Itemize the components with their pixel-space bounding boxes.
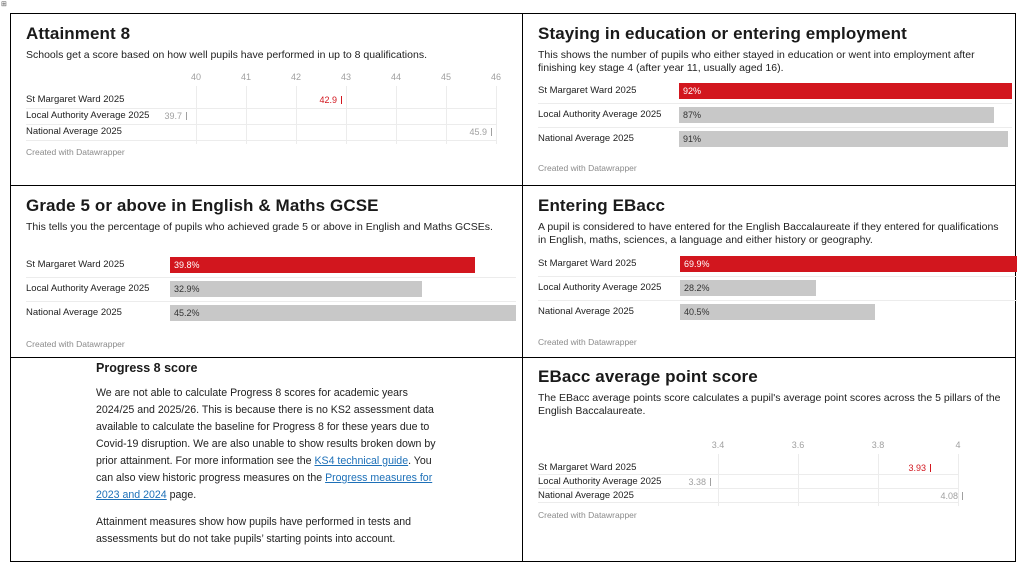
bar-value-label: 28.2% [684, 283, 710, 293]
grid-line [26, 124, 496, 125]
progress8-text: We are not able to calculate Progress 8 scores for academic years 2024/25 and 2025/26. This is because there is no KS2 assessment data available to calculate the baseline for Progress 8 for these years due to Covid-19 disruption. We are also unable to show results broken down by prior attainment. For more information see the [96, 387, 436, 467]
row-label: Local Authority Average 2025 [26, 110, 150, 121]
bar-category-label: National Average 2025 [538, 133, 634, 144]
row-separator [538, 127, 1012, 128]
axis-tick-label: 41 [240, 72, 251, 82]
bar-category-label: St Margaret Ward 2025 [26, 259, 125, 270]
progress-measures-link[interactable]: Progress measures for 2023 and 2024 [96, 472, 433, 501]
row-separator [538, 300, 1017, 301]
progress8-text: . You can also view historic progress measures on the [96, 455, 432, 484]
progress8-note: Attainment measures show how pupils have performed in tests and assessments but do not take pupils’ starting points into account. [96, 516, 412, 545]
grid-line [26, 140, 496, 141]
bar [170, 281, 422, 297]
bar [679, 107, 994, 123]
staying-description: This shows the number of pupils who either stayed in education or went into employment after finishing key stage 4 (after year 11, usually aged 16). [538, 49, 975, 74]
bar [679, 83, 1012, 99]
grid-line [798, 454, 799, 506]
move-handle-icon[interactable]: ⊞ [1, 1, 7, 8]
grid-line [196, 86, 197, 144]
axis-tick-label: 3.6 [791, 440, 805, 450]
grid-line [496, 86, 497, 144]
axis-tick-label: 4 [955, 440, 961, 450]
bar-value-label: 87% [683, 110, 702, 120]
bar-category-label: Local Authority Average 2025 [26, 283, 150, 294]
data-label: 3.38 [688, 477, 706, 487]
staying-chart [538, 83, 1013, 155]
attainment8-description: Schools get a score based on how well pupils have performed in up to 8 qualifications. [26, 49, 427, 61]
data-point-mark [962, 492, 963, 500]
attainment8-panel [11, 14, 522, 185]
staying-title: Staying in education or entering employment [538, 24, 907, 43]
grid-line [878, 454, 879, 506]
ebaccaps-credit: Created with Datawrapper [538, 510, 637, 520]
bar-value-label: 39.8% [174, 260, 200, 270]
bar-value-label: 40.5% [684, 307, 710, 317]
attainment8-credit: Created with Datawrapper [26, 147, 125, 157]
data-point-mark [186, 112, 187, 120]
axis-tick-label: 46 [490, 72, 501, 82]
axis-tick-label: 3.8 [871, 440, 885, 450]
report-sheet [10, 13, 1016, 562]
grid-line [958, 454, 959, 506]
row-label: St Margaret Ward 2025 [26, 94, 125, 105]
data-label: 4.08 [940, 491, 958, 501]
grade5-chart [26, 257, 506, 329]
bar-value-label: 69.9% [684, 259, 710, 269]
bar [170, 305, 516, 321]
bar-value-label: 92% [683, 86, 702, 96]
ebaccaps-chart [538, 440, 998, 501]
bar-category-label: National Average 2025 [538, 306, 634, 317]
grade5-title: Grade 5 or above in English & Maths GCSE [26, 196, 379, 215]
axis-tick-label: 43 [340, 72, 351, 82]
grid-line [538, 488, 958, 489]
ebacc-panel [523, 186, 1017, 357]
staying-panel [523, 14, 1017, 185]
staying-credit: Created with Datawrapper [538, 163, 637, 173]
row-label: St Margaret Ward 2025 [538, 462, 637, 473]
attainment8-chart [26, 72, 506, 137]
data-point-mark [491, 128, 492, 136]
axis-tick-label: 44 [390, 72, 401, 82]
ks4-technical-guide-link[interactable]: KS4 technical guide [314, 455, 409, 467]
data-label: 42.9 [319, 95, 337, 105]
bar-category-label: Local Authority Average 2025 [538, 109, 662, 120]
bar-value-label: 32.9% [174, 284, 200, 294]
data-point-mark [341, 96, 342, 104]
grade5-panel [11, 186, 522, 357]
ebaccaps-title: EBacc average point score [538, 367, 758, 386]
grid-line [246, 86, 247, 144]
bar [679, 131, 1008, 147]
grid-line [346, 86, 347, 144]
row-separator [538, 276, 1017, 277]
bar [680, 256, 1017, 272]
bar-category-label: St Margaret Ward 2025 [538, 258, 637, 269]
grid-line [296, 86, 297, 144]
ebaccaps-description: The EBacc average points score calculates a pupil's average point scores across the 5 pillars of the English Baccalaureate. [538, 392, 1001, 417]
ebaccaps-panel [523, 358, 1017, 563]
ebacc-description: A pupil is considered to have entered for the English Baccalaureate if they entered for qualifications in English, maths, sciences, a language and either history or geography. [538, 221, 999, 246]
row-separator [26, 277, 516, 278]
grid-line [396, 86, 397, 144]
grid-line [538, 474, 958, 475]
row-label: National Average 2025 [538, 490, 634, 501]
data-point-mark [930, 464, 931, 472]
attainment8-title: Attainment 8 [26, 24, 131, 43]
bar-category-label: National Average 2025 [26, 307, 122, 318]
grid-line [538, 502, 958, 503]
progress8-paragraph [96, 385, 441, 504]
row-label: Local Authority Average 2025 [538, 476, 662, 487]
axis-tick-label: 40 [190, 72, 201, 82]
bar-value-label: 91% [683, 134, 702, 144]
bar-value-label: 45.2% [174, 308, 200, 318]
grid-line [718, 454, 719, 506]
grade5-credit: Created with Datawrapper [26, 339, 125, 349]
ebacc-title: Entering EBacc [538, 196, 666, 215]
grid-line [446, 86, 447, 144]
axis-tick-label: 42 [290, 72, 301, 82]
bar-category-label: St Margaret Ward 2025 [538, 85, 637, 96]
axis-tick-label: 45 [440, 72, 451, 82]
ebacc-credit: Created with Datawrapper [538, 337, 637, 347]
grid-line [26, 108, 496, 109]
progress8-title: Progress 8 score [96, 361, 198, 375]
row-separator [538, 103, 1012, 104]
data-label: 3.93 [908, 463, 926, 473]
grade5-description: This tells you the percentage of pupils who achieved grade 5 or above in English and Maths GCSEs. [26, 221, 493, 233]
bar-category-label: Local Authority Average 2025 [538, 282, 662, 293]
axis-tick-label: 3.4 [711, 440, 725, 450]
progress8-panel [11, 358, 522, 563]
bar [170, 257, 475, 273]
row-separator [26, 301, 516, 302]
ebacc-chart [538, 256, 1017, 328]
data-point-mark [710, 478, 711, 486]
data-label: 45.9 [469, 127, 487, 137]
progress8-text: page. [166, 489, 197, 501]
data-label: 39.7 [164, 111, 182, 121]
row-label: National Average 2025 [26, 126, 122, 137]
